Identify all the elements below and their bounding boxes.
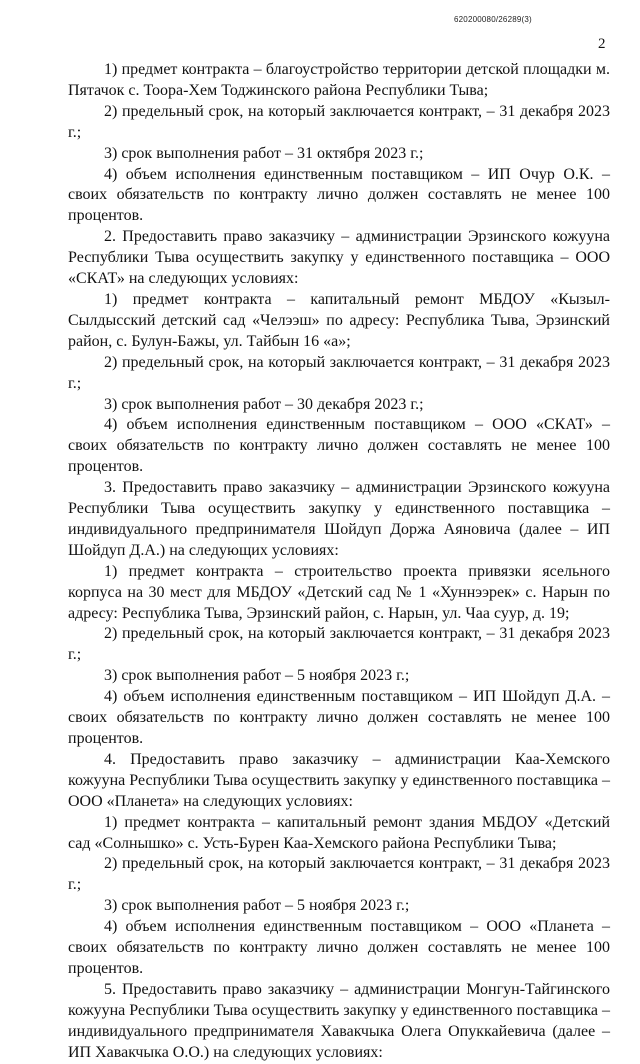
clause-4-item-1: 1) предмет контракта – капитальный ремонт здания МБДОУ «Детский сад «Солнышко» с. Усть-Бурен Каа-Хемского района Республики Тыва;	[68, 813, 610, 852]
clause-3: 3. Предоставить право заказчику – администрации Эрзинского кожууна Республики Тыва осуществить закупку у единственного поставщика – индивидуального предпринимателя Шойдуп Доржа Аяновича (далее – ИП Шойдуп Д.А.) на следующих условиях:	[68, 479, 610, 559]
paragraph-1-item-3: 3) срок выполнения работ – 31 октября 2023 г.;	[104, 144, 424, 162]
clause-2-item-1: 1) предмет контракта – капитальный ремонт МБДОУ «Кызыл-Сылдысский детский сад «Челээш» по адресу: Республика Тыва, Эрзинский район, с. Булун-Бажы, ул. Тайбын 16 «а»;	[68, 290, 610, 350]
clause-3-item-3: 3) срок выполнения работ – 5 ноября 2023 г.;	[104, 667, 410, 685]
clause-4-item-4: 4) объем исполнения единственным поставщиком – ООО «Планета – своих обязательств по контракту лично должен составлять не менее 100 процентов.	[68, 918, 610, 977]
clause-2-item-2: 2) предельный срок, на который заключается контракт, – 31 декабря 2023 г.;	[68, 353, 610, 392]
clause-4: 4. Предоставить право заказчику – администрации Каа-Хемского кожууна Республики Тыва осуществить закупку у единственного поставщика – ООО «Планета» на следующих условиях:	[68, 750, 610, 810]
document-registration-number: 620200080/26289(3)	[454, 15, 532, 24]
clause-3-item-1: 1) предмет контракта – строительство проекта привязки ясельного корпуса на 30 мест для МБДОУ «Детский сад № 1 «Хуннээрек» с. Нарын по адресу: Республика Тыва, Эрзинский район, с. Нарын, ул. Чаа суур, д. 19;	[68, 562, 610, 622]
clause-2: 2. Предоставить право заказчику – администрации Эрзинского кожууна Республики Тыва осуществить закупку у единственного поставщика – ООО «СКАТ» на следующих условиях:	[68, 228, 610, 288]
clause-3-item-4: 4) объем исполнения единственным поставщиком – ИП Шойдуп Д.А. – своих обязательств по контракту лично должен составлять не менее 100 процентов.	[68, 688, 610, 747]
clause-2-item-3: 3) срок выполнения работ – 30 декабря 2023 г.;	[104, 395, 424, 413]
paragraph-1-item-2: 2) предельный срок, на который заключается контракт, – 31 декабря 2023 г.;	[68, 102, 610, 141]
clause-2-item-4: 4) объем исполнения единственным поставщиком – ООО «СКАТ» – своих обязательств по контракту лично должен составлять не менее 100 процентов.	[68, 416, 610, 476]
clause-5: 5. Предоставить право заказчику – администрации Монгун-Тайгинского кожууна Республики Тыва осуществить закупку у единственного поставщика – индивидуального предпринимателя Хавакчыка Олега Опуккайевича (далее – ИП Хавакчыка О.О.) на следующих условиях:	[68, 980, 610, 1061]
paragraph-1-item-4: 4) объем исполнения единственным поставщиком – ИП Очур О.К. – своих обязательств по контракту лично должен составлять не менее 100 процентов.	[68, 165, 610, 225]
paragraph-1-item-1: 1) предмет контракта – благоустройство территории детской площадки м. Пятачок с. Тоора-Хем Тоджинского района Республики Тыва;	[68, 61, 610, 99]
clause-3-item-2: 2) предельный срок, на который заключается контракт, – 31 декабря 2023 г.;	[68, 625, 610, 664]
page-number: 2	[598, 36, 606, 52]
clause-4-item-3: 3) срок выполнения работ – 5 ноября 2023 г.;	[104, 897, 410, 915]
document-body	[68, 60, 610, 1064]
clause-4-item-2: 2) предельный срок, на который заключается контракт, – 31 декабря 2023 г.;	[68, 855, 610, 894]
